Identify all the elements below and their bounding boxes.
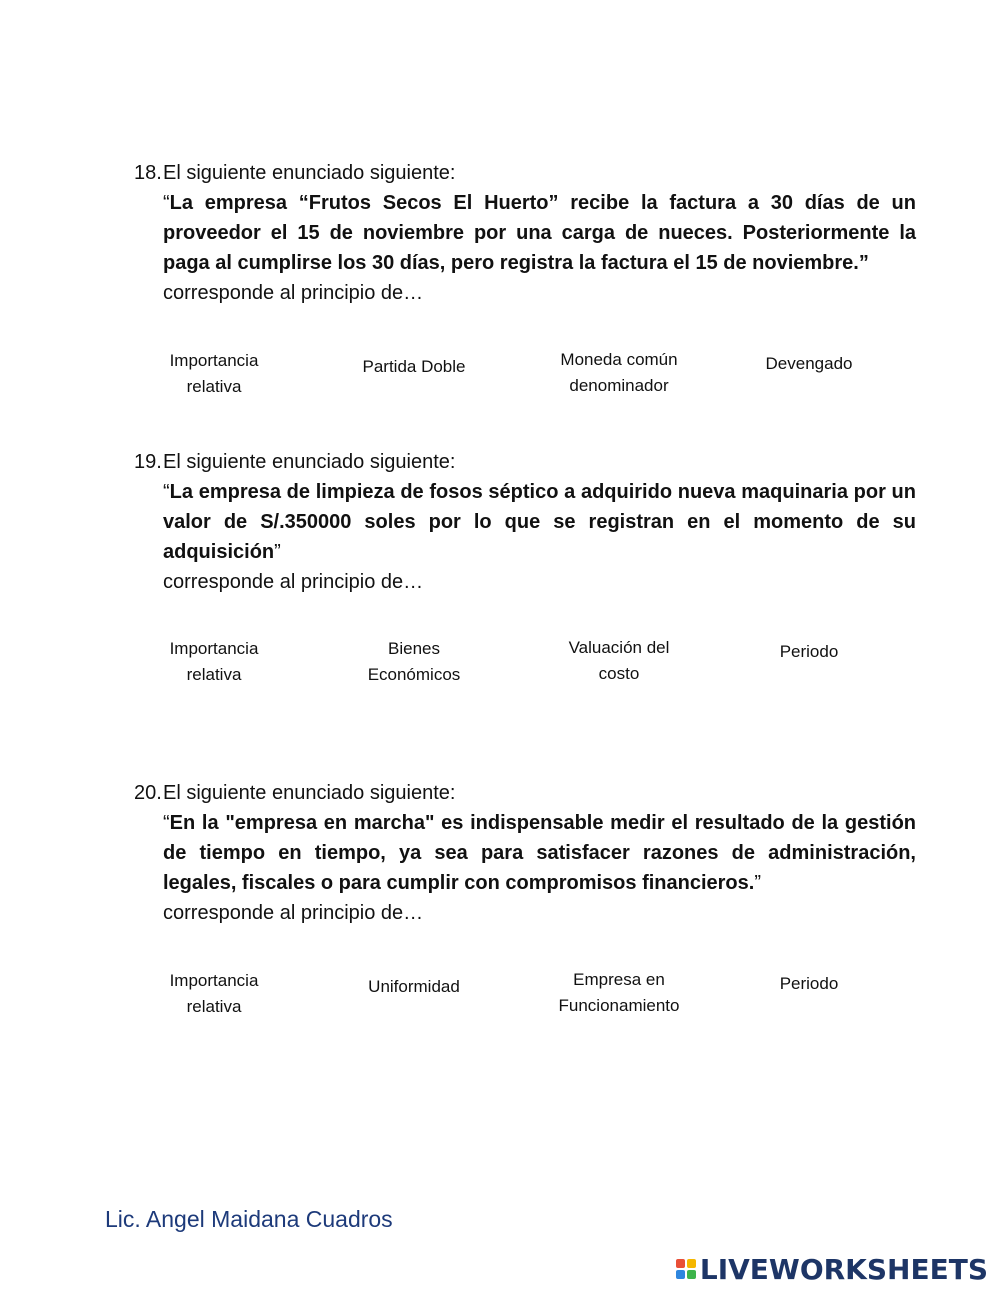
option-partida-doble[interactable] (314, 354, 514, 380)
option-devengado[interactable] (709, 351, 909, 377)
question-body (163, 808, 916, 928)
option-periodo[interactable] (709, 971, 909, 997)
option-line: Periodo (779, 974, 839, 993)
logo-square (687, 1259, 696, 1268)
option-line: Uniformidad (368, 977, 460, 996)
option-line: Importancia (169, 971, 259, 990)
question-intro: El siguiente enunciado siguiente: (163, 451, 456, 473)
question-header (134, 778, 916, 808)
author-name: Lic. Angel Maidana Cuadros (105, 1206, 393, 1232)
options-18 (114, 347, 914, 407)
question-intro: El siguiente enunciado siguiente: (163, 162, 456, 184)
option-line: denominador (569, 376, 669, 395)
question-number: 18. (134, 162, 162, 184)
question-header (134, 447, 916, 477)
question-number: 19. (134, 451, 162, 473)
open-quote: “ (163, 192, 170, 214)
logo-square (676, 1270, 685, 1279)
question-number: 20. (134, 782, 162, 804)
option-line: Importancia (169, 351, 259, 370)
close-quote: ” (754, 872, 761, 894)
option-line: Devengado (765, 354, 853, 373)
close-quote: ” (274, 541, 281, 563)
option-line: relativa (186, 997, 242, 1016)
option-bienes-economicos[interactable] (314, 636, 514, 688)
options-20 (114, 967, 914, 1027)
question-tail: corresponde al principio de… (163, 902, 424, 924)
liveworksheets-logo-icon (676, 1259, 696, 1279)
question-body (163, 188, 916, 308)
question-statement (163, 188, 916, 278)
option-line: Importancia (169, 639, 259, 658)
option-importancia-relativa[interactable] (114, 636, 314, 688)
logo-square (687, 1270, 696, 1279)
statement-text: La empresa de limpieza de fosos séptico a adquirido nueva maquinaria por un valor de S/.350000 soles por lo que se registran en el momento de su adquisición (163, 481, 916, 563)
statement-text: En la "empresa en marcha" es indispensable medir el resultado de la gestión de tiempo en tiempo, ya sea para satisfacer razones de administración, legales, fiscales o para cumplir con compromisos financieros. (163, 812, 916, 894)
option-line: Valuación del (568, 638, 670, 657)
option-line: Bienes (388, 639, 440, 658)
question-18 (134, 158, 916, 308)
options-19 (114, 636, 914, 696)
question-19 (134, 447, 916, 597)
option-line: relativa (186, 377, 242, 396)
option-importancia-relativa[interactable] (114, 348, 314, 400)
option-uniformidad[interactable] (314, 974, 514, 1000)
option-line: Partida Doble (362, 357, 466, 376)
open-quote: “ (163, 481, 170, 503)
option-line: Empresa en (573, 970, 665, 989)
question-intro: El siguiente enunciado siguiente: (163, 782, 456, 804)
question-20 (134, 778, 916, 928)
brand-text: LIVEWORKSHEETS (699, 1252, 988, 1286)
statement-text: La empresa “Frutos Secos El Huerto” recibe la factura a 30 días de un proveedor el 15 de noviembre por una carga de nueces. Posteriormente la paga al cumplirse los 30 días, pero registra la factura el 15 de noviembre.” (163, 192, 916, 274)
option-empresa-en-funcionamiento[interactable] (519, 967, 719, 1019)
option-line: costo (598, 664, 640, 683)
option-line: Económicos (367, 665, 461, 684)
option-moneda-comun-denominador[interactable] (519, 347, 719, 399)
liveworksheets-brand[interactable] (676, 1252, 988, 1286)
option-line: Funcionamiento (558, 996, 680, 1015)
question-statement (163, 477, 916, 567)
option-line: relativa (186, 665, 242, 684)
option-line: Moneda común (560, 350, 678, 369)
question-tail: corresponde al principio de… (163, 571, 424, 593)
option-importancia-relativa[interactable] (114, 968, 314, 1020)
option-periodo[interactable] (709, 639, 909, 665)
question-statement (163, 808, 916, 898)
question-body (163, 477, 916, 597)
option-valuacion-del-costo[interactable] (519, 635, 719, 687)
question-header (134, 158, 916, 188)
logo-square (676, 1259, 685, 1268)
question-tail: corresponde al principio de… (163, 282, 424, 304)
open-quote: “ (163, 812, 170, 834)
option-line: Periodo (779, 642, 839, 661)
